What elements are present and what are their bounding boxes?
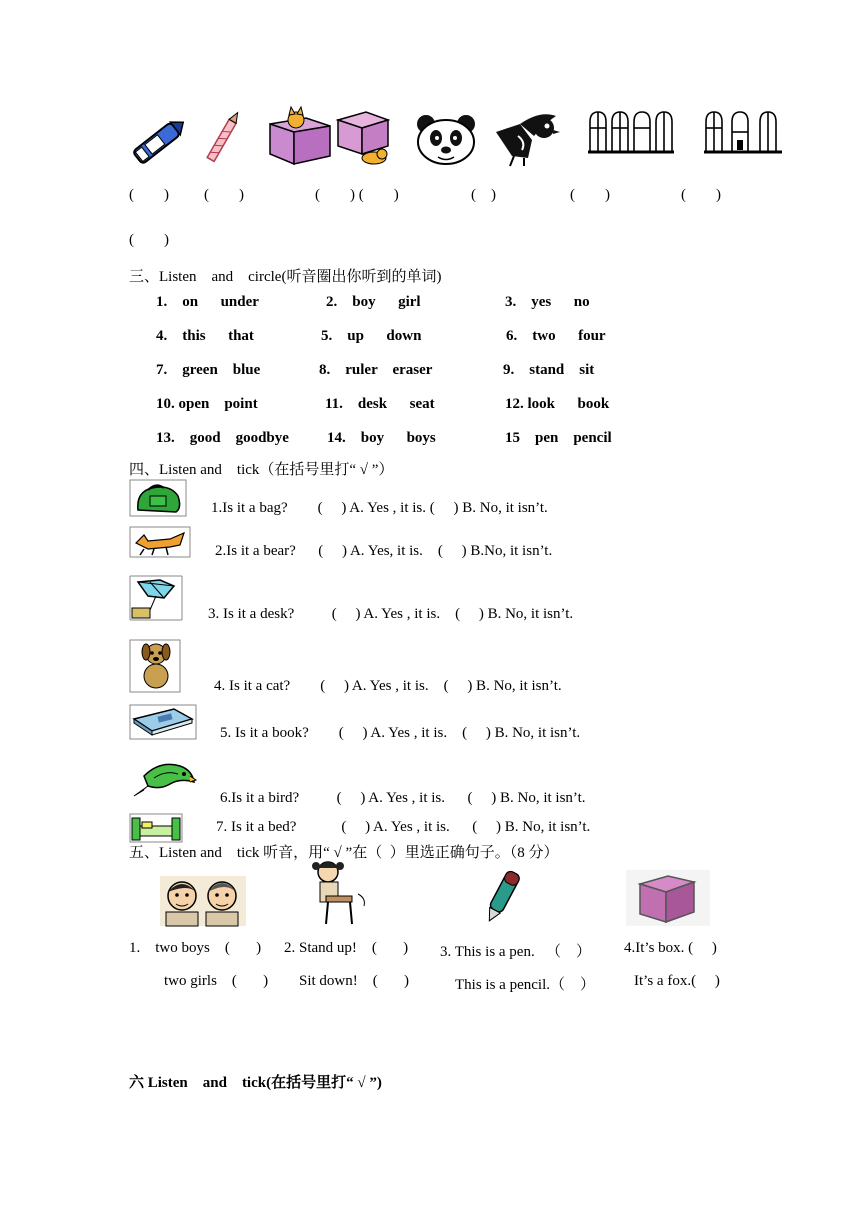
- question: 4. Is it a cat? ( ) A. Yes , it is. ( ) B. No, it isn’t.: [214, 678, 562, 694]
- bag-icon: [130, 480, 186, 516]
- crayon-icon: [128, 112, 188, 172]
- windows-icon: [586, 108, 676, 154]
- choice-option[interactable]: 4.It’s box. ( ): [624, 940, 717, 956]
- answer-blank[interactable]: ( ): [570, 187, 610, 203]
- question: 7. Is it a bed? ( ) A. Yes , it is. ( ) B. No, it isn’t.: [216, 819, 591, 835]
- word-pair[interactable]: 6. two four: [506, 328, 606, 344]
- section4-heading: 四、Listen and tick（在括号里打“ √ ”）: [129, 462, 394, 478]
- answer-blank[interactable]: ( ): [681, 187, 721, 203]
- answer-blank[interactable]: ( ): [204, 187, 244, 203]
- word-pair[interactable]: 12. look book: [505, 396, 610, 412]
- choice-option[interactable]: 3. This is a pen. （ ）: [440, 944, 591, 960]
- question: 6.Is it a bird? ( ) A. Yes , it is. ( ) B. No, it isn’t.: [220, 790, 586, 806]
- question: 2.Is it a bear? ( ) A. Yes, it is. ( ) B.No, it isn’t.: [215, 543, 553, 559]
- two-boys-icon: [160, 876, 246, 926]
- choice-option[interactable]: two girls ( ): [164, 973, 269, 989]
- word-pair[interactable]: 13. good goodbye: [156, 430, 289, 446]
- panda-icon: [414, 112, 480, 168]
- section5-heading: 五、Listen and tick 听音，用“ √ ”在（ ）里选正确句子。（8 分）: [129, 845, 559, 861]
- choice-option[interactable]: 2. Stand up! ( ): [284, 940, 409, 956]
- book-icon: [130, 705, 196, 739]
- pen-icon: [482, 868, 522, 926]
- choice-option[interactable]: Sit down! ( ): [299, 973, 409, 989]
- choice-option[interactable]: 1. two boys ( ): [129, 940, 262, 956]
- bed-icon: [130, 814, 182, 842]
- choice-option[interactable]: It’s a fox.( ): [634, 973, 720, 989]
- word-pair[interactable]: 3. yes no: [505, 294, 590, 310]
- question: 5. Is it a book? ( ) A. Yes , it is. ( ) B. No, it isn’t.: [220, 725, 581, 741]
- cat-under-box-icon: [336, 110, 392, 168]
- word-pair[interactable]: 14. boy boys: [327, 430, 436, 446]
- word-pair[interactable]: 9. stand sit: [503, 362, 595, 378]
- word-pair[interactable]: 7. green blue: [156, 362, 261, 378]
- word-pair[interactable]: 4. this that: [156, 328, 254, 344]
- parrot-icon: [130, 756, 198, 800]
- question: 1.Is it a bag? ( ) A. Yes , it is. ( ) B. No, it isn’t.: [211, 500, 548, 516]
- kite-icon: [130, 576, 182, 620]
- answer-blank[interactable]: ( ): [129, 187, 169, 203]
- cat-in-box-icon: [266, 110, 332, 166]
- word-pair[interactable]: 10. open point: [156, 396, 258, 412]
- question: 3. Is it a desk? ( ) A. Yes , it is. ( ) B. No, it isn’t.: [208, 606, 574, 622]
- section3-heading: 三、Listen and circle(听音圈出你听到的单词): [129, 269, 442, 285]
- box-icon: [626, 870, 710, 926]
- word-pair[interactable]: 1. on under: [156, 294, 259, 310]
- answer-blank[interactable]: ( ): [471, 187, 496, 203]
- word-pair[interactable]: 2. boy girl: [326, 294, 421, 310]
- section6-heading: 六 Listen and tick(在括号里打“ √ ”): [129, 1075, 382, 1091]
- answer-blank[interactable]: ( ) ( ): [315, 187, 399, 203]
- dog-icon: [130, 640, 180, 692]
- word-pair[interactable]: 5. up down: [321, 328, 422, 344]
- pencil-icon: [200, 112, 246, 168]
- bird-icon: [490, 110, 560, 168]
- word-pair[interactable]: 15 pen pencil: [505, 430, 612, 446]
- choice-option[interactable]: This is a pencil.（ ）: [455, 977, 595, 993]
- fox-icon: [130, 527, 190, 557]
- girl-sitting-icon: [306, 860, 372, 926]
- word-pair[interactable]: 11. desk seat: [325, 396, 435, 412]
- answer-blank[interactable]: ( ): [129, 232, 169, 248]
- windows-icon: [702, 108, 784, 154]
- word-pair[interactable]: 8. ruler eraser: [319, 362, 433, 378]
